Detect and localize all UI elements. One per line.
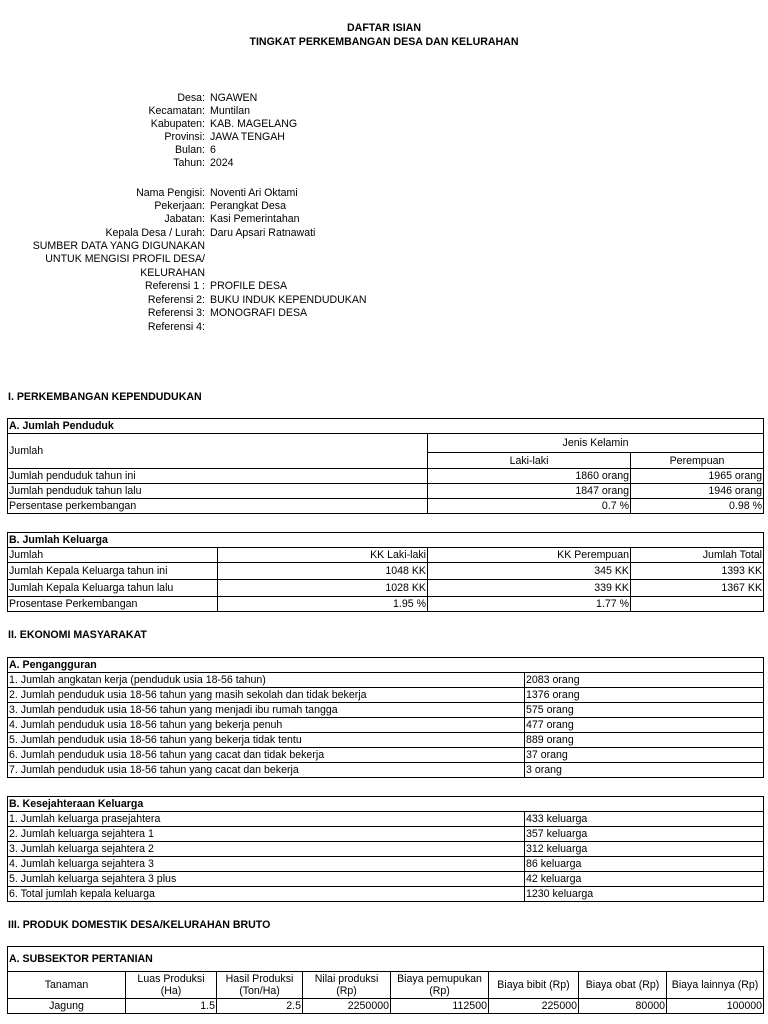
table-row (8, 763, 764, 778)
kesejahteraan-table (7, 796, 764, 902)
cell-laki: 0.7 % (428, 499, 631, 514)
column-header: Biaya bibit (Rp) (489, 972, 579, 999)
table-row (8, 484, 764, 499)
table-title-row (8, 797, 764, 812)
table-row (8, 499, 764, 514)
cell-kk-perempuan: 345 KK (428, 563, 631, 580)
column-header: Jumlah Total (631, 548, 764, 563)
info-referensi-3 (0, 307, 768, 320)
cell-laki: 1860 orang (428, 469, 631, 484)
table-row (8, 733, 764, 748)
penduduk-table (7, 418, 764, 514)
column-header: KK Perempuan (428, 548, 631, 563)
row-label: 7. Jumlah penduduk usia 18-56 tahun yang cacat dan bekerja (8, 763, 525, 778)
info-label: Kepala Desa / Lurah: (105, 227, 205, 239)
table-title: B. Jumlah Keluarga (8, 533, 764, 548)
column-header: Perempuan (631, 453, 764, 469)
info-value: Perangkat Desa (210, 200, 286, 212)
table-row (8, 812, 764, 827)
row-value: 477 orang (525, 718, 764, 733)
info-label: Tahun: (173, 157, 205, 169)
cell-bibit: 225000 (489, 999, 579, 1014)
row-label: 6. Jumlah penduduk usia 18-56 tahun yang cacat dan tidak bekerja (8, 748, 525, 763)
row-value: 575 orang (525, 703, 764, 718)
info-value: Muntilan (210, 105, 251, 117)
row-label: Prosentase Perkembangan (8, 597, 218, 612)
section-title: II. EKONOMI MASYARAKAT (8, 629, 147, 641)
info-label: Referensi 4: (147, 321, 205, 333)
table-row (8, 597, 764, 612)
row-value: 357 keluarga (525, 827, 764, 842)
cell-nilai: 2250000 (303, 999, 391, 1014)
table-row (8, 748, 764, 763)
table-row (8, 673, 764, 688)
row-label: 4. Jumlah keluarga sejahtera 3 (8, 857, 525, 872)
cell-perempuan: 0.98 % (631, 499, 764, 514)
row-label: 1. Jumlah keluarga prasejahtera (8, 812, 525, 827)
row-value: 42 keluarga (525, 872, 764, 887)
table-title-row (8, 658, 764, 673)
column-header: Nilai produksi (Rp) (303, 972, 391, 999)
cell-perempuan: 1946 orang (631, 484, 764, 499)
table-title-row (8, 947, 764, 972)
column-header: Tanaman (8, 972, 126, 999)
info-value: Noventi Ari Oktami (210, 187, 298, 199)
info-label: Nama Pengisi: (136, 187, 205, 199)
cell-lain: 100000 (667, 999, 764, 1014)
column-header: Hasil Produksi (Ton/Ha) (217, 972, 303, 999)
info-label: Jabatan: (164, 213, 205, 225)
table-row (8, 827, 764, 842)
info-provinsi (0, 131, 768, 144)
row-label: Persentase perkembangan (8, 499, 428, 514)
table-row (8, 872, 764, 887)
section-title: I. PERKEMBANGAN KEPENDUDUKAN (8, 391, 202, 403)
info-kabupaten (0, 118, 768, 131)
table-header-row (8, 972, 764, 999)
table-header-row (8, 548, 764, 563)
info-value: Kasi Pemerintahan (210, 213, 300, 225)
document-subtitle: TINGKAT PERKEMBANGAN DESA DAN KELURAHAN (249, 36, 519, 48)
row-value: 889 orang (525, 733, 764, 748)
row-value: 3 orang (525, 763, 764, 778)
cell-luas: 1.5 (126, 999, 217, 1014)
table-title: A. SUBSEKTOR PERTANIAN (8, 947, 764, 972)
cell-perempuan: 1965 orang (631, 469, 764, 484)
pengangguran-table (7, 657, 764, 778)
row-value: 2083 orang (525, 673, 764, 688)
info-label: Bulan: (174, 144, 205, 156)
column-header: KK Laki-laki (218, 548, 428, 563)
sumber-data-label (10, 240, 205, 280)
info-label: Referensi 1 : (144, 280, 205, 292)
row-label: 2. Jumlah penduduk usia 18-56 tahun yang masih sekolah dan tidak bekerja (8, 688, 525, 703)
keluarga-table (7, 532, 764, 612)
info-bulan (0, 144, 768, 157)
sumber-line: UNTUK MENGISI PROFIL DESA/ (45, 253, 205, 266)
info-desa (0, 92, 768, 105)
info-pekerjaan (0, 200, 768, 213)
cell-kk-total: 1393 KK (631, 563, 764, 580)
table-title-row (8, 419, 764, 434)
table-row (8, 887, 764, 902)
row-label: 4. Jumlah penduduk usia 18-56 tahun yang bekerja penuh (8, 718, 525, 733)
document-title: DAFTAR ISIAN (347, 22, 421, 34)
table-row (8, 580, 764, 597)
row-value: 37 orang (525, 748, 764, 763)
info-label: Referensi 3: (147, 307, 205, 319)
row-value: 1230 keluarga (525, 887, 764, 902)
cell-kk-perempuan: 1.77 % (428, 597, 631, 612)
info-kecamatan (0, 105, 768, 118)
cell-hasil: 2.5 (217, 999, 303, 1014)
row-value: 433 keluarga (525, 812, 764, 827)
info-kepala-desa (0, 227, 768, 240)
info-value: MONOGRAFI DESA (210, 307, 308, 319)
table-row (8, 999, 764, 1014)
info-value: JAWA TENGAH (210, 131, 285, 143)
info-value: KAB. MAGELANG (210, 118, 298, 130)
row-label: Jumlah penduduk tahun lalu (8, 484, 428, 499)
sumber-line: KELURAHAN (140, 266, 205, 279)
row-label: 5. Jumlah penduduk usia 18-56 tahun yang bekerja tidak tentu (8, 733, 525, 748)
column-header: Jumlah (8, 434, 428, 469)
cell-kk-laki: 1048 KK (218, 563, 428, 580)
cell-tanaman: Jagung (8, 999, 126, 1014)
column-header: Biaya obat (Rp) (579, 972, 667, 999)
info-label: Desa: (177, 92, 205, 104)
column-header: Biaya lainnya (Rp) (667, 972, 764, 999)
info-value: PROFILE DESA (210, 280, 288, 292)
cell-laki: 1847 orang (428, 484, 631, 499)
info-label: Pekerjaan: (154, 200, 205, 212)
cell-pupuk: 112500 (391, 999, 489, 1014)
row-value: 1376 orang (525, 688, 764, 703)
info-referensi-4 (0, 321, 768, 334)
info-label: Referensi 2: (147, 294, 205, 306)
cell-kk-laki: 1.95 % (218, 597, 428, 612)
row-label: 3. Jumlah keluarga sejahtera 2 (8, 842, 525, 857)
cell-kk-total (631, 597, 764, 612)
info-value: BUKU INDUK KEPENDUDUKAN (210, 294, 367, 306)
table-row (8, 469, 764, 484)
info-referensi-1 (0, 280, 768, 293)
row-value: 312 keluarga (525, 842, 764, 857)
info-value: Daru Apsari Ratnawati (210, 227, 316, 239)
column-header: Jumlah (8, 548, 218, 563)
cell-obat: 80000 (579, 999, 667, 1014)
pertanian-table (7, 946, 764, 1014)
info-referensi-2 (0, 294, 768, 307)
info-value: 2024 (210, 157, 234, 169)
column-header: Biaya pemupukan (Rp) (391, 972, 489, 999)
section-title: III. PRODUK DOMESTIK DESA/KELURAHAN BRUTO (8, 919, 271, 931)
info-value: NGAWEN (210, 92, 258, 104)
table-title: B. Kesejahteraan Keluarga (8, 797, 764, 812)
info-value: 6 (210, 144, 216, 156)
column-header: Laki-laki (428, 453, 631, 469)
cell-kk-laki: 1028 KK (218, 580, 428, 597)
row-value: 86 keluarga (525, 857, 764, 872)
table-title: A. Pengangguran (8, 658, 764, 673)
row-label: 3. Jumlah penduduk usia 18-56 tahun yang menjadi ibu rumah tangga (8, 703, 525, 718)
info-nama-pengisi (0, 187, 768, 200)
row-label: Jumlah Kepala Keluarga tahun lalu (8, 580, 218, 597)
table-row (8, 718, 764, 733)
info-label: Provinsi: (164, 131, 205, 143)
row-label: 2. Jumlah keluarga sejahtera 1 (8, 827, 525, 842)
table-row (8, 688, 764, 703)
row-label: 5. Jumlah keluarga sejahtera 3 plus (8, 872, 525, 887)
cell-kk-total: 1367 KK (631, 580, 764, 597)
row-label: 6. Total jumlah kepala keluarga (8, 887, 525, 902)
table-row (8, 563, 764, 580)
cell-kk-perempuan: 339 KK (428, 580, 631, 597)
sumber-line: SUMBER DATA YANG DIGUNAKAN (32, 240, 205, 252)
info-tahun (0, 157, 768, 170)
column-header: Jenis Kelamin (428, 434, 764, 453)
table-row (8, 857, 764, 872)
row-label: 1. Jumlah angkatan kerja (penduduk usia 18-56 tahun) (8, 673, 525, 688)
row-label: Jumlah Kepala Keluarga tahun ini (8, 563, 218, 580)
row-label: Jumlah penduduk tahun ini (8, 469, 428, 484)
table-header-row (8, 434, 764, 453)
column-header: Luas Produksi (Ha) (126, 972, 217, 999)
table-title-row (8, 533, 764, 548)
table-row (8, 703, 764, 718)
info-label: Kabupaten: (150, 118, 205, 130)
info-jabatan (0, 213, 768, 226)
info-label: Kecamatan: (148, 105, 205, 117)
table-title: A. Jumlah Penduduk (8, 419, 764, 434)
table-row (8, 842, 764, 857)
